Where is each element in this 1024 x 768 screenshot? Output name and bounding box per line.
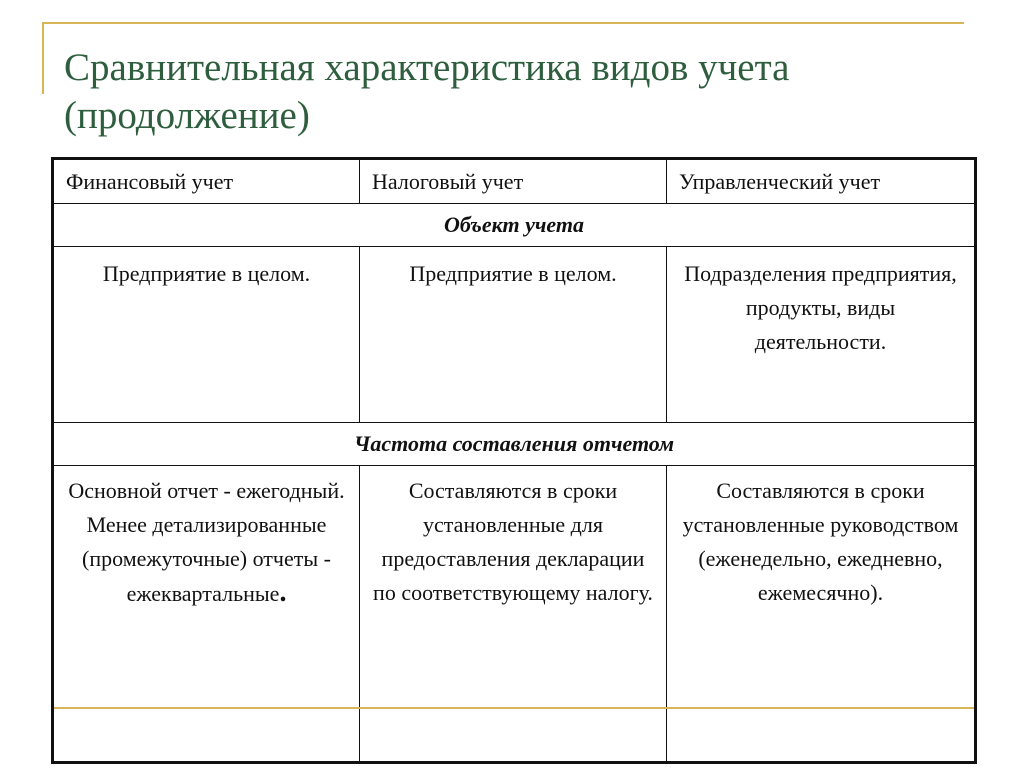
section-row-frequency	[53, 423, 976, 466]
table-row-object	[53, 247, 976, 423]
comparison-table	[51, 157, 977, 764]
header-cell-financial: Финансовый учет	[53, 159, 360, 204]
header-cell-management: Управленческий учет	[667, 159, 976, 204]
cell-frequency-financial	[53, 466, 360, 709]
table-row-frequency	[53, 466, 976, 709]
section-row-object	[53, 204, 976, 247]
accent-line-left	[42, 22, 44, 94]
cell-frequency-management: Составляются в сроки установленные руководством (еженедельно, ежедневно, ежемесячно).	[667, 466, 976, 709]
cell-empty-3	[667, 708, 976, 763]
slide-title: Сравнительная характеристика видов учета (продолжение)	[64, 46, 790, 137]
cell-empty-2	[360, 708, 667, 763]
cell-frequency-financial-text: Основной отчет - ежегодный. Менее детализированные (промежуточные) отчеты - ежеквартальные	[68, 478, 345, 606]
header-cell-tax: Налоговый учет	[360, 159, 667, 204]
cell-object-management: Подразделения предприятия, продукты, виды деятельности.	[667, 247, 976, 423]
section-heading-frequency: Частота составления отчетом	[53, 423, 976, 466]
table-row-empty	[53, 708, 976, 763]
cell-object-financial: Предприятие в целом.	[53, 247, 360, 423]
section-heading-object: Объект учета	[53, 204, 976, 247]
accent-line-top	[42, 22, 964, 24]
cell-frequency-tax: Составляются в сроки установленные для предоставления декларации по соответствующему налогу.	[360, 466, 667, 709]
cell-object-tax: Предприятие в целом.	[360, 247, 667, 423]
table-header-row	[53, 159, 976, 204]
cell-empty-1	[53, 708, 360, 763]
cell-frequency-financial-period: .	[279, 577, 287, 608]
